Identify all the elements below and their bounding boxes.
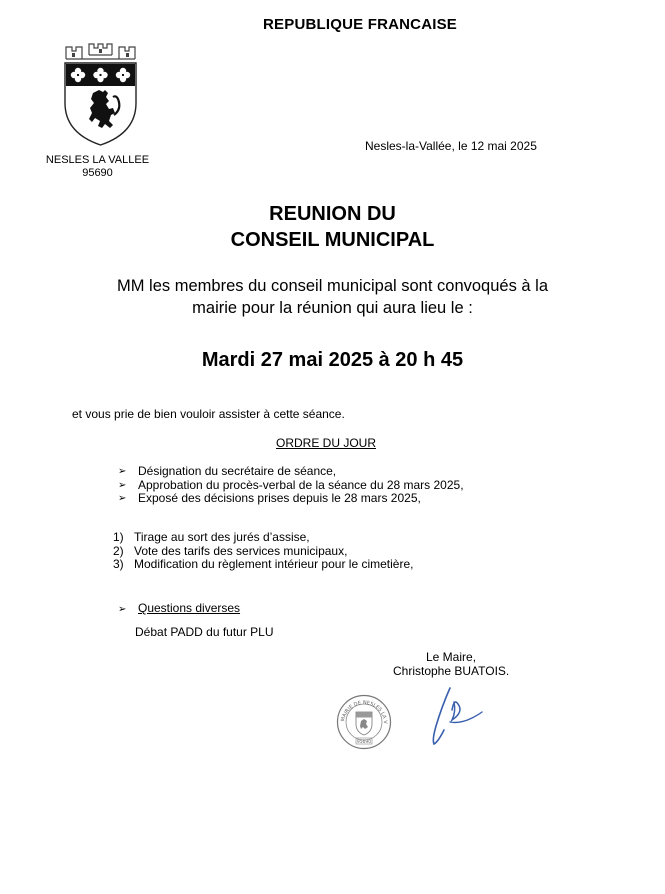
mayor-title: Le Maire, [426,650,477,664]
agenda-numbered-list [113,531,413,572]
arrow-bullet-icon: ➢ [118,493,127,504]
arrow-bullet-icon: ➢ [118,479,127,491]
agenda-title: ORDRE DU JOUR [276,436,377,450]
questions-label: Questions diverses [138,601,241,615]
agenda-item-text: Modification du règlement intérieur pour le cimetière, [134,557,414,571]
item-number: 3) [113,557,124,571]
agenda-item-text: Vote des tarifs des services municipaux, [134,543,348,558]
agenda-item-text: Tirage au sort des jurés d’assise, [134,530,310,544]
arrow-bullet-icon: ➢ [118,604,127,615]
official-stamp-icon [336,694,392,750]
list-item [118,479,464,493]
agenda-item-text: Approbation du procès-verbal de la séance du 28 mars 2025, [138,477,464,492]
list-item [113,558,413,572]
invitation-text: et vous prie de bien vouloir assister à cette séance. [72,407,345,421]
meeting-date: Mardi 27 mai 2025 à 20 h 45 [201,349,464,371]
svg-text:MAIRIE DE NESLES LA VALLEE: MAIRIE DE NESLES LA V [340,699,389,724]
handwritten-signature [428,682,484,748]
questions-item: Débat PADD du futur PLU [135,625,274,639]
agenda-item-text: Désignation du secrétaire de séance, [138,464,337,478]
title-line-1: REUNION DU [269,203,396,225]
list-item [118,492,464,506]
republique-heading: REPUBLIQUE FRANCAISE [263,16,458,33]
item-number: 2) [113,543,124,558]
list-item [113,531,413,545]
mayor-name: Christophe BUATOIS. [393,664,510,678]
title-line-2: CONSEIL MUNICIPAL [230,229,435,251]
convocation-line-2: mairie pour la réunion qui aura lieu le : [192,299,473,317]
questions-diverses [118,601,240,615]
item-number: 1) [113,530,124,544]
coat-of-arms-icon [63,41,138,147]
arrow-bullet-icon: ➢ [118,466,127,477]
list-item [113,545,413,559]
list-item [118,465,464,479]
commune-postal-code: 95690 [82,167,113,179]
agenda-bullet-list [118,465,464,506]
commune-name: NESLES LA VALLEE [45,154,150,166]
svg-text:95690: 95690 [356,740,372,745]
convocation-line-1: MM les membres du conseil municipal sont convoqués à la [116,277,549,295]
date-line: Nesles-la-Vallée, le 12 mai 2025 [365,139,537,153]
agenda-item-text: Exposé des décisions prises depuis le 28 mars 2025, [138,491,421,505]
